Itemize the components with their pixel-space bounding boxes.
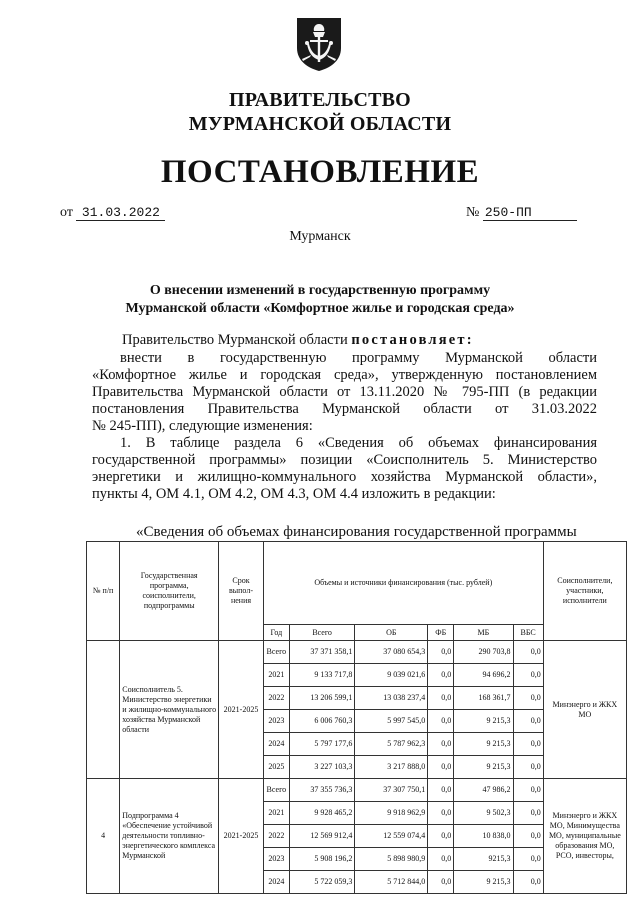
document-title-line2: Мурманской области «Комфортное жилье и городская среда» [125, 301, 515, 316]
cell-year: 2022 [263, 825, 289, 848]
cell-vbs: 0,0 [513, 664, 543, 687]
cell-total: 5 722 059,3 [289, 871, 355, 894]
cell-ob: 13 038 237,4 [355, 687, 428, 710]
cell-fb: 0,0 [428, 733, 454, 756]
cell-mb: 9 215,3 [454, 733, 513, 756]
cell-term: 2021-2025 [219, 779, 264, 894]
government-name-line2: МУРМАНСКОЙ ОБЛАСТИ [188, 113, 452, 135]
cell-ob: 3 217 888,0 [355, 756, 428, 779]
cell-ob: 9 039 021,6 [355, 664, 428, 687]
cell-coexecutors: Минэнерго и ЖКХ МО, Минимущества МО, муниципальные образования МО, РСО, инвесторы, [543, 779, 626, 894]
cell-fb: 0,0 [428, 664, 454, 687]
cell-ob: 5 898 980,9 [355, 848, 428, 871]
paragraph-1-line: постановления Правительства Мурманской области от 31.03.2022 [92, 401, 597, 417]
cell-year: 2022 [263, 687, 289, 710]
government-name-line1: ПРАВИТЕЛЬСТВО [229, 89, 411, 111]
cell-term: 2021-2025 [219, 641, 264, 779]
cell-total: 3 227 103,3 [289, 756, 355, 779]
header-vbs: ВБС [513, 625, 543, 641]
date-row [60, 205, 165, 221]
header-mb: МБ [454, 625, 513, 641]
cell-total: 37 371 358,1 [289, 641, 355, 664]
date-prefix: от [60, 205, 73, 220]
cell-mb: 9 215,3 [454, 756, 513, 779]
cell-total: 6 006 760,3 [289, 710, 355, 733]
cell-program: Соисполнитель 5. Министерство энергетики и жилищно-коммунального хозяйства Мурманской области [120, 641, 219, 779]
cell-fb: 0,0 [428, 641, 454, 664]
table-caption: «Сведения об объемах финансирования государственной программы [136, 524, 577, 540]
table-row [87, 641, 627, 664]
cell-fb: 0,0 [428, 779, 454, 802]
header-number: № п/п [87, 542, 120, 641]
cell-total: 5 908 196,2 [289, 848, 355, 871]
cell-ob: 37 307 750,1 [355, 779, 428, 802]
paragraph-1-line: № 245-ПП), следующие изменения: [92, 418, 313, 434]
cell-fb: 0,0 [428, 825, 454, 848]
cell-fb: 0,0 [428, 871, 454, 894]
paragraph-1-line: Правительства Мурманской области от 13.11.2020 № 795-ПП (в редакции [92, 384, 597, 400]
cell-vbs: 0,0 [513, 733, 543, 756]
intro-paragraph [122, 332, 597, 349]
document-number: 250-ПП [483, 205, 577, 221]
cell-year: 2023 [263, 848, 289, 871]
cell-ob: 5 712 844,0 [355, 871, 428, 894]
cell-mb: 168 361,7 [454, 687, 513, 710]
cell-number: 4 [87, 779, 120, 894]
cell-mb: 10 838,0 [454, 825, 513, 848]
cell-year: 2021 [263, 802, 289, 825]
cell-vbs: 0,0 [513, 848, 543, 871]
cell-fb: 0,0 [428, 848, 454, 871]
cell-ob: 9 918 962,9 [355, 802, 428, 825]
cell-mb: 9 215,3 [454, 871, 513, 894]
cell-mb: 9215,3 [454, 848, 513, 871]
cell-year: 2021 [263, 664, 289, 687]
cell-vbs: 0,0 [513, 871, 543, 894]
number-prefix: № [466, 205, 480, 220]
cell-year: Всего [263, 641, 289, 664]
cell-year: Всего [263, 779, 289, 802]
cell-total: 9 133 717,8 [289, 664, 355, 687]
paragraph-1-line: внести в государственную программу Мурманской области [120, 350, 597, 366]
cell-vbs: 0,0 [513, 710, 543, 733]
header-program: Государственная программа, соисполнители, подпрограммы [120, 542, 219, 641]
cell-mb: 9 502,3 [454, 802, 513, 825]
table-row [87, 779, 627, 802]
cell-year: 2025 [263, 756, 289, 779]
cell-fb: 0,0 [428, 710, 454, 733]
paragraph-2-line: 1. В таблице раздела 6 «Сведения об объемах финансирования [120, 435, 597, 451]
document-type: ПОСТАНОВЛЕНИЕ [160, 154, 480, 190]
paragraph-2-line: энергетики и жилищно-коммунального хозяйства Мурманской области», [92, 469, 597, 485]
document-date: 31.03.2022 [76, 205, 165, 221]
intro-text: Правительство Мурманской области [122, 332, 348, 348]
cell-program: Подпрограмма 4 «Обеспечение устойчивой деятельности топливно-энергетического комплекса Мурманской [120, 779, 219, 894]
cell-total: 9 928 465,2 [289, 802, 355, 825]
paragraph-1 [92, 350, 597, 435]
cell-year: 2024 [263, 733, 289, 756]
paragraph-2-line: государственной программы» позиции «Соисполнитель 5. Министерство [92, 452, 597, 468]
cell-mb: 94 696,2 [454, 664, 513, 687]
cell-vbs: 0,0 [513, 779, 543, 802]
cell-mb: 290 703,8 [454, 641, 513, 664]
header-coexecutors: Соисполнители, участники, исполнители [543, 542, 626, 641]
number-row [466, 205, 577, 221]
cell-vbs: 0,0 [513, 825, 543, 848]
city: Мурманск [289, 229, 351, 244]
cell-total: 5 797 177,6 [289, 733, 355, 756]
paragraph-2 [92, 435, 597, 503]
financing-table [86, 541, 627, 894]
document-title-line1: О внесении изменений в государственную программу [149, 283, 491, 298]
cell-year: 2023 [263, 710, 289, 733]
cell-vbs: 0,0 [513, 641, 543, 664]
cell-ob: 5 997 545,0 [355, 710, 428, 733]
coat-of-arms-icon [293, 14, 345, 72]
header-ob: ОБ [355, 625, 428, 641]
header-year: Год [263, 625, 289, 641]
cell-ob: 5 787 962,3 [355, 733, 428, 756]
paragraph-1-line: «Комфортное жилье и городская среда», утвержденную постановлением [92, 367, 597, 383]
cell-number [87, 641, 120, 779]
cell-vbs: 0,0 [513, 756, 543, 779]
cell-total: 37 355 736,3 [289, 779, 355, 802]
cell-vbs: 0,0 [513, 802, 543, 825]
header-fb: ФБ [428, 625, 454, 641]
cell-mb: 47 986,2 [454, 779, 513, 802]
cell-total: 13 206 599,1 [289, 687, 355, 710]
header-term: Срок выпол-нения [219, 542, 264, 641]
cell-mb: 9 215,3 [454, 710, 513, 733]
paragraph-2-line: пункты 4, ОМ 4.1, ОМ 4.2, ОМ 4.3, ОМ 4.4 изложить в редакции: [92, 486, 496, 502]
cell-fb: 0,0 [428, 687, 454, 710]
cell-fb: 0,0 [428, 756, 454, 779]
header-funding: Объемы и источники финансирования (тыс. рублей) [263, 542, 543, 625]
cell-coexecutors: Минэнерго и ЖКХ МО [543, 641, 626, 779]
cell-year: 2024 [263, 871, 289, 894]
cell-total: 12 569 912,4 [289, 825, 355, 848]
cell-ob: 37 080 654,3 [355, 641, 428, 664]
header-total: Всего [289, 625, 355, 641]
intro-verb: постановляет: [351, 332, 474, 348]
cell-ob: 12 559 074,4 [355, 825, 428, 848]
cell-fb: 0,0 [428, 802, 454, 825]
cell-vbs: 0,0 [513, 687, 543, 710]
